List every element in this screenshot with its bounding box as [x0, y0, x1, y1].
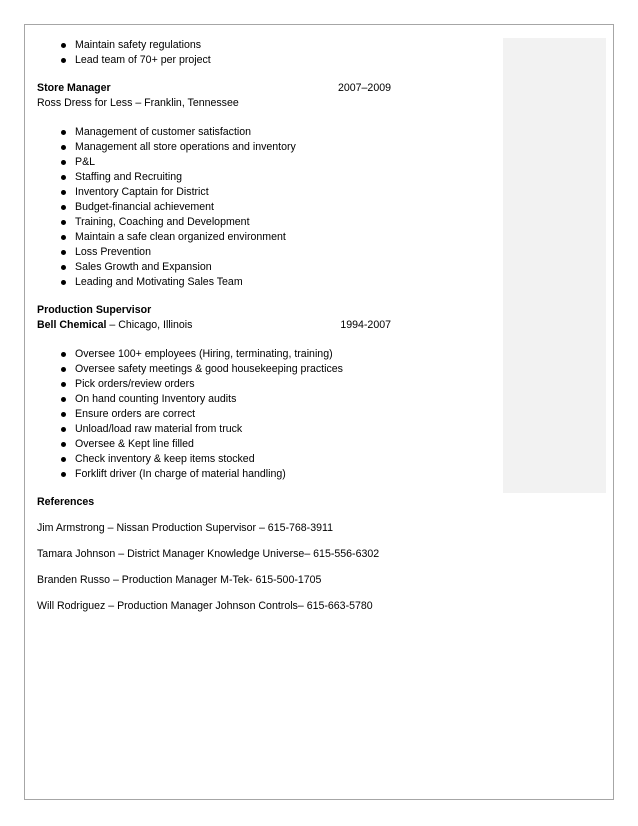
employer: Ross Dress for Less – Franklin, Tennessee [37, 97, 239, 109]
production-supervisor-bullets [37, 347, 417, 482]
bullet-icon [61, 382, 66, 387]
list-item: Leading and Motivating Sales Team [37, 275, 417, 290]
bullet-icon [61, 43, 66, 48]
bullet-icon [61, 205, 66, 210]
list-item: Budget-financial achievement [37, 200, 417, 215]
list-item: Inventory Captain for District [37, 185, 417, 200]
bullet-icon [61, 352, 66, 357]
bullet-icon [61, 397, 66, 402]
bullet-icon [61, 280, 66, 285]
production-supervisor-header [37, 303, 417, 318]
bullet-icon [61, 472, 66, 477]
bullet-icon [61, 367, 66, 372]
list-item: Management of customer satisfaction [37, 125, 417, 140]
list-item: Staffing and Recruiting [37, 170, 417, 185]
bullet-icon [61, 175, 66, 180]
bullet-icon [61, 235, 66, 240]
list-item: Oversee 100+ employees (Hiring, terminating, training) [37, 347, 417, 362]
employer-line [37, 318, 417, 333]
employer-name: Bell Chemical [37, 319, 107, 331]
store-manager-bullets [37, 125, 417, 290]
bullet-icon [61, 457, 66, 462]
bullet-icon [61, 265, 66, 270]
employer [37, 318, 192, 333]
reference-item: Branden Russo – Production Manager M-Tek- 615-500-1705 [37, 574, 322, 586]
bullet-icon [61, 412, 66, 417]
list-item: Ensure orders are correct [37, 407, 417, 422]
list-item: Sales Growth and Expansion [37, 260, 417, 275]
reference-item: Tamara Johnson – District Manager Knowledge Universe– 615-556-6302 [37, 548, 380, 560]
list-item: Oversee safety meetings & good housekeeping practices [37, 362, 417, 377]
job-title: Store Manager [37, 82, 111, 94]
bullet-icon [61, 145, 66, 150]
job-dates: 2007–2009 [337, 82, 391, 94]
job-title: Production Supervisor [37, 304, 152, 316]
job-dates: 1994-2007 [340, 319, 391, 331]
bullet-icon [61, 160, 66, 165]
store-manager-header [37, 81, 417, 96]
list-item: Loss Prevention [37, 245, 417, 260]
resume-content [37, 38, 417, 625]
bullet-icon [61, 442, 66, 447]
list-item: Pick orders/review orders [37, 377, 417, 392]
list-item: Unload/load raw material from truck [37, 422, 417, 437]
bullet-icon [61, 220, 66, 225]
bullet-icon [61, 427, 66, 432]
employer-line [37, 96, 417, 111]
list-item: Oversee & Kept line filled [37, 437, 417, 452]
references-heading-row [37, 495, 417, 510]
reference-item: Jim Armstrong – Nissan Production Supervisor – 615-768-3911 [37, 522, 333, 534]
list-item: On hand counting Inventory audits [37, 392, 417, 407]
list-item: Forklift driver (In charge of material handling) [37, 467, 417, 482]
references-heading: References [37, 496, 95, 508]
reference-item: Will Rodriguez – Production Manager Johnson Controls– 615-663-5780 [37, 600, 373, 612]
list-item: Maintain a safe clean organized environment [37, 230, 417, 245]
top-bullet-list [37, 38, 417, 68]
bullet-icon [61, 58, 66, 63]
list-item: Check inventory & keep items stocked [37, 452, 417, 467]
list-item: P&L [37, 155, 417, 170]
list-item: Management all store operations and inventory [37, 140, 417, 155]
list-item: Training, Coaching and Development [37, 215, 417, 230]
bullet-icon [61, 130, 66, 135]
bullet-icon [61, 190, 66, 195]
sidebar-panel [503, 38, 606, 493]
bullet-icon [61, 250, 66, 255]
employer-location: – Chicago, Illinois [106, 319, 193, 331]
list-item: Lead team of 70+ per project [37, 53, 417, 68]
list-item: Maintain safety regulations [37, 38, 417, 53]
